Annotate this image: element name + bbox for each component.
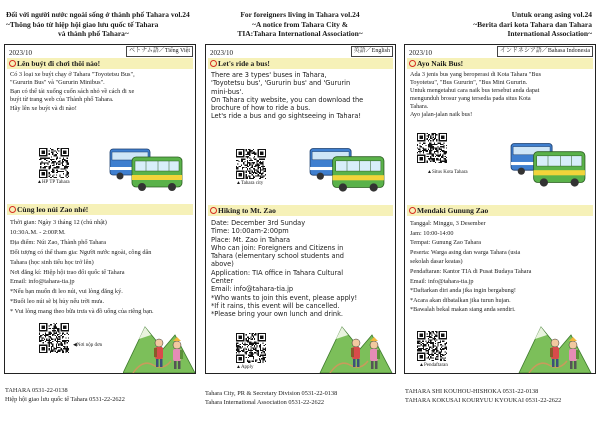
newsletter-card bbox=[4, 44, 196, 374]
section-body-bus: Có 3 loại xe buýt chạy ở Tahara "Toyotetsu Bus", "Gururin Bus" và "Gururin Minibus". Bạn có thể tải xuống cuốn sách nhỏ về cách đi xe buýt từ trang web của Thành phố Tahara. Hãy lên xe buýt và đi nào! bbox=[10, 71, 135, 112]
issue-date: 2023/10 bbox=[409, 49, 432, 57]
column-indonesian bbox=[400, 0, 600, 424]
language-badge: インドネシア語／Bahasa Indonesia bbox=[497, 46, 593, 57]
circle-bullet-icon bbox=[210, 60, 217, 67]
qr-code-icon[interactable] bbox=[236, 333, 266, 363]
qr-code-icon[interactable] bbox=[39, 148, 69, 178]
qr-caption: ▲Tahara city bbox=[236, 181, 264, 186]
circle-bullet-icon bbox=[210, 207, 217, 214]
newsletter-title: Untuk orang asing vol.24 ~Berita dari kota Tahara dan Tahara International Association~ bbox=[473, 10, 592, 38]
language-badge: ベトナム語／Tiếng Việt bbox=[126, 46, 193, 57]
language-badge: 英語／English bbox=[351, 46, 393, 57]
hikers-illustration-icon bbox=[318, 313, 394, 373]
footer-contacts: TAHARA 0531-22-0138 Hiệp hội giao lưu quốc tế Tahara 0531-22-2622 bbox=[5, 387, 125, 403]
column-english bbox=[200, 0, 400, 424]
bus-illustration-icon bbox=[509, 137, 587, 189]
section-body-hiking: Tanggal: Minggu, 3 Desember Jam: 10:00-14:00 Tempat: Gunung Zao Tahara Peserta: Warga asing dan warga Tahara (usia sekolah dasar keatas) Pendaftaran: Kantor TIA di Pusat Budaya Tahara Email: info@tahara-tia.jp *Daftarkan diri anda jika ingin bergabung! *Acara akan dibatalkan jika turun hujan. *Bawalah bekal makan siang anda sendiri. bbox=[410, 220, 532, 314]
hikers-illustration-icon bbox=[517, 313, 593, 373]
qr-code-icon[interactable] bbox=[417, 133, 447, 163]
newsletter-title: Đối với người nước ngoài sống ở thành phố Tahara vol.24 ~Thông báo từ hiệp hội giao lưu quốc tế Tahara và thành phố Tahara~ bbox=[6, 10, 190, 38]
qr-code-icon[interactable] bbox=[39, 323, 69, 353]
section-body-hiking: Date: December 3rd Sunday Time: 10:00am-2:00pm Place: Mt. Zao in Tahara Who can join: Foreigners and Citizens in Tahara (elementary school students and above) Application: TIA office in Tahara Cultural Center Email: info@tahara-tia.jp *Who wants to join this event, please apply! *If it rains, this event will be cancelled. *Please bring your own lunch and drink. bbox=[211, 219, 358, 319]
section-heading-hiking: Mendaki Gunung Zao bbox=[407, 205, 593, 216]
newsletter-card bbox=[205, 44, 396, 374]
section-heading-hiking: Hiking to Mt. Zao bbox=[208, 205, 393, 216]
section-heading-bus: Lên buýt đi chơi thôi nào! bbox=[7, 58, 193, 69]
qr-caption: ▲HP TP Tahara bbox=[37, 180, 70, 185]
section-body-bus: Ada 3 jenis bus yang beroperasi di Kota Tahara "Bus Toyotetsu", "Bus Gururin", "Bus Mini Gururin. Untuk mengetahui cara naik bus tersebut anda dapat mengunduh brosur yang tersedia pada situs Kota Tahara. Ayo jalan-jalan naik bus! bbox=[410, 71, 542, 119]
footer-contacts: Tahara City, PR & Secretary Division 0531-22-0138 Tahara International Association 0531-22-2622 bbox=[205, 390, 338, 406]
bus-illustration-icon bbox=[308, 142, 386, 194]
section-body-hiking: Thời gian: Ngày 3 tháng 12 (chủ nhật) 10:30A.M. - 2:00P.M. Địa điểm: Núi Zao, Thành phố Tahara Đối tượng có thể tham gia: Người nước ngoài, công dân Tahara (học sinh tiểu học trở lên) Nơi đăng kí: Hiệp hội trao đổi quốc tế Tahara Email: info@tahara-tia.jp *Nếu bạn muốn đi leo núi, vui lòng đăng ký. *Buổi leo núi sẽ bị hủy nếu trời mưa. * Vui lòng mang theo bữa trưa và đồ uống của riêng bạn. bbox=[10, 219, 154, 316]
circle-bullet-icon bbox=[409, 60, 416, 67]
footer-contacts: TAHARA SHI KOUHOU-HISHOKA 0531-22-0138 TAHARA KOKUSAI KOURYUU KYOUKAI 0531-22-2622 bbox=[405, 388, 562, 404]
qr-caption: ▲Apply bbox=[236, 365, 254, 370]
section-heading-hiking: Cùng leo núi Zao nhé! bbox=[7, 204, 193, 215]
column-vietnamese bbox=[0, 0, 200, 424]
bus-illustration-icon bbox=[108, 143, 184, 193]
circle-bullet-icon bbox=[9, 206, 16, 213]
qr-code-icon[interactable] bbox=[236, 149, 266, 179]
issue-date: 2023/10 bbox=[9, 49, 32, 57]
section-body-bus: There are 3 types' buses in Tahara, 'Toyotetsu bus', 'Gururin bus' and 'Gururin mini-bus'. On Tahara city website, you can download the brochure of how to ride a bus. Let's ride a bus and go sightseeing in Tahara! bbox=[211, 71, 364, 121]
section-heading-bus: Let's ride a bus! bbox=[208, 58, 393, 69]
hikers-illustration-icon bbox=[123, 313, 195, 373]
section-heading-bus: Ayo Naik Bus! bbox=[407, 58, 593, 69]
circle-bullet-icon bbox=[409, 207, 416, 214]
issue-date: 2023/10 bbox=[210, 49, 233, 57]
newsletter-title: For foreigners living in Tahara vol.24 ~A notice from Tahara City & TIA:Tahara International Association~ bbox=[237, 10, 363, 38]
qr-caption: ▲Pendaftaran bbox=[419, 363, 448, 368]
qr-code-icon[interactable] bbox=[417, 331, 447, 361]
circle-bullet-icon bbox=[9, 60, 16, 67]
qr-caption: ▲Situs Kota Tahara bbox=[427, 170, 468, 175]
qr-caption: ◀Nơi nộp đơn bbox=[73, 343, 103, 348]
newsletter-card bbox=[404, 44, 596, 374]
